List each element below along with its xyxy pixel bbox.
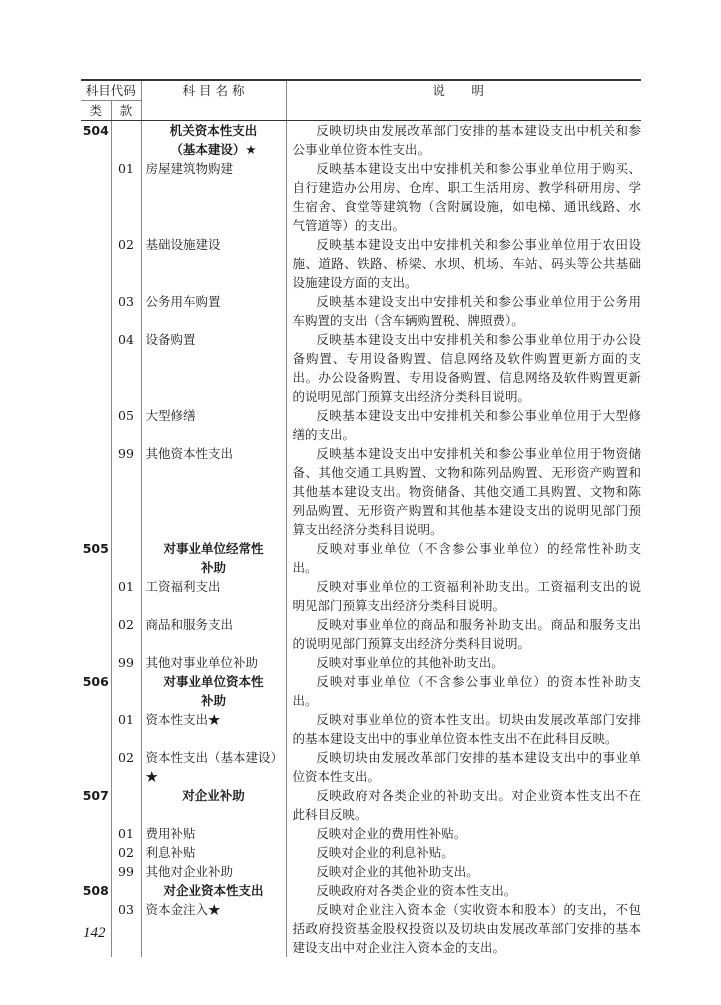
subject-description: 反映政府对各类企业的资本性支出。 bbox=[316, 883, 517, 898]
category-row bbox=[81, 121, 641, 160]
subject-description: 反映对企业的利息补贴。 bbox=[316, 845, 454, 860]
subject-name: 基础设施建设 bbox=[141, 235, 286, 292]
subject-name: 工资福利支出 bbox=[141, 577, 286, 615]
subject-description: 反映基本建设支出中安排机关和参公事业单位用于公务用车购置的支出（含车辆购置税、牌照费）。 bbox=[292, 294, 642, 328]
category-code bbox=[81, 710, 111, 748]
category-code bbox=[81, 406, 111, 444]
category-code bbox=[81, 653, 111, 672]
subject-name: 资本金注入★ bbox=[141, 900, 286, 957]
page-number: 142 bbox=[83, 925, 106, 941]
category-code bbox=[81, 577, 111, 615]
kuan-header: 款 bbox=[111, 101, 141, 121]
subcategory-row bbox=[81, 159, 641, 235]
subject-name: 其他资本性支出 bbox=[141, 444, 286, 539]
subcategory-row bbox=[81, 824, 641, 843]
subject-description: 反映对事业单位的其他补助支出。 bbox=[316, 655, 504, 670]
subject-name: 其他对事业单位补助 bbox=[141, 653, 286, 672]
table-body bbox=[81, 121, 641, 958]
subject-description: 反映切块由发展改革部门安排的基本建设支出中机关和参公事业单位资本性支出。 bbox=[292, 123, 642, 157]
subject-name: 商品和服务支出 bbox=[141, 615, 286, 653]
category-code bbox=[81, 159, 111, 235]
item-code: 01 bbox=[111, 577, 141, 615]
category-code bbox=[81, 862, 111, 881]
subject-name: 对企业资本性支出 bbox=[141, 881, 286, 900]
item-code: 99 bbox=[111, 653, 141, 672]
item-code bbox=[111, 121, 141, 160]
code-header: 科目代码 bbox=[81, 80, 141, 101]
subject-description: 反映对事业单位（不含参公事业单位）的资本性补助支出。 bbox=[292, 674, 642, 708]
subject-description: 反映基本建设支出中安排机关和参公事业单位用于农田设施、道路、铁路、桥梁、水坝、机场、车站、码头等公共基础设施建设方面的支出。 bbox=[292, 237, 642, 290]
item-code: 01 bbox=[111, 159, 141, 235]
subject-description: 反映基本建设支出中安排机关和参公事业单位用于物资储备、其他交通工具购置、文物和陈列品购置、无形资产购置和其他基本建设支出。物资储备、其他交通工具购置、文物和陈列品购置、无形资产购置和其他基本建设支出的说明见部门预算支出经济分类科目说明。 bbox=[292, 446, 642, 537]
subject-name: 大型修缮 bbox=[141, 406, 286, 444]
item-code: 02 bbox=[111, 748, 141, 786]
subject-name: 公务用车购置 bbox=[141, 292, 286, 330]
subject-description: 反映对企业注入资本金（实收资本和股本）的支出，不包括政府投资基金股权投资以及切块由发展改革部门安排的基本建设支出中对企业注入资本金的支出。 bbox=[292, 902, 642, 955]
subject-name: 房屋建筑物购建 bbox=[141, 159, 286, 235]
subject-description: 反映对企业的其他补助支出。 bbox=[316, 864, 479, 879]
category-code bbox=[81, 843, 111, 862]
subcategory-row bbox=[81, 615, 641, 653]
item-code: 03 bbox=[111, 292, 141, 330]
subcategory-row bbox=[81, 406, 641, 444]
category-code: 505 bbox=[81, 539, 111, 577]
subject-code-table bbox=[81, 79, 641, 957]
item-code: 02 bbox=[111, 235, 141, 292]
subject-description: 反映切块由发展改革部门安排的基本建设支出中的事业单位资本性支出。 bbox=[292, 750, 642, 784]
subcategory-row bbox=[81, 862, 641, 881]
item-code: 01 bbox=[111, 710, 141, 748]
subject-description: 反映对企业的费用性补贴。 bbox=[316, 826, 467, 841]
item-code: 02 bbox=[111, 843, 141, 862]
category-code: 507 bbox=[81, 786, 111, 824]
category-code bbox=[81, 444, 111, 539]
category-row bbox=[81, 539, 641, 577]
subject-name: 对事业单位资本性补助 bbox=[141, 672, 286, 710]
subject-name: 对企业补助 bbox=[141, 786, 286, 824]
subcategory-row bbox=[81, 843, 641, 862]
item-code: 01 bbox=[111, 824, 141, 843]
subcategory-row bbox=[81, 748, 641, 786]
category-row bbox=[81, 881, 641, 900]
desc-header-text: 说 明 bbox=[432, 83, 496, 98]
subject-name: 对事业单位经常性补助 bbox=[141, 539, 286, 577]
category-code bbox=[81, 292, 111, 330]
subcategory-row bbox=[81, 330, 641, 406]
subject-description: 反映基本建设支出中安排机关和参公事业单位用于大型修缮的支出。 bbox=[292, 408, 642, 442]
item-code bbox=[111, 786, 141, 824]
subject-name: 资本性支出★ bbox=[141, 710, 286, 748]
item-code: 99 bbox=[111, 444, 141, 539]
category-code: 504 bbox=[81, 121, 111, 160]
subcategory-row bbox=[81, 444, 641, 539]
subject-name: 其他对企业补助 bbox=[141, 862, 286, 881]
subject-name: 机关资本性支出（基本建设）★ bbox=[141, 121, 286, 160]
subject-name: 利息补贴 bbox=[141, 843, 286, 862]
category-row bbox=[81, 786, 641, 824]
category-code bbox=[81, 330, 111, 406]
name-header: 科 目 名 称 bbox=[141, 80, 286, 121]
item-code bbox=[111, 881, 141, 900]
item-code: 05 bbox=[111, 406, 141, 444]
subject-description: 反映对事业单位的资本性支出。切块由发展改革部门安排的基本建设支出中的事业单位资本性支出不在此科目反映。 bbox=[292, 712, 642, 746]
category-row bbox=[81, 672, 641, 710]
subcategory-row bbox=[81, 292, 641, 330]
subject-description: 反映对事业单位的工资福利补助支出。工资福利支出的说明见部门预算支出经济分类科目说明。 bbox=[292, 579, 642, 613]
category-code bbox=[81, 748, 111, 786]
category-code: 506 bbox=[81, 672, 111, 710]
category-code bbox=[81, 615, 111, 653]
category-code bbox=[81, 824, 111, 843]
item-code bbox=[111, 539, 141, 577]
subject-description: 反映对事业单位（不含参公事业单位）的经常性补助支出。 bbox=[292, 541, 642, 575]
subcategory-row bbox=[81, 900, 641, 957]
subject-name: 设备购置 bbox=[141, 330, 286, 406]
item-code bbox=[111, 672, 141, 710]
subject-description: 反映对事业单位的商品和服务补助支出。商品和服务支出的说明见部门预算支出经济分类科目说明。 bbox=[292, 617, 642, 651]
category-code: 508 bbox=[81, 881, 111, 900]
subject-name: 费用补贴 bbox=[141, 824, 286, 843]
table-header bbox=[81, 80, 641, 121]
subcategory-row bbox=[81, 653, 641, 672]
item-code: 02 bbox=[111, 615, 141, 653]
lei-header: 类 bbox=[81, 101, 111, 121]
subject-name: 资本性支出（基本建设）★ bbox=[141, 748, 286, 786]
subject-description: 反映基本建设支出中安排机关和参公事业单位用于办公设备购置、专用设备购置、信息网络及软件购置更新方面的支出。办公设备购置、专用设备购置、信息网络及软件购置更新的说明见部门预算支出经济分类科目说明。 bbox=[292, 332, 642, 404]
subcategory-row bbox=[81, 710, 641, 748]
item-code: 04 bbox=[111, 330, 141, 406]
subcategory-row bbox=[81, 577, 641, 615]
subcategory-row bbox=[81, 235, 641, 292]
subject-description: 反映政府对各类企业的补助支出。对企业资本性支出不在此科目反映。 bbox=[292, 788, 642, 822]
desc-header bbox=[286, 80, 641, 121]
subject-description: 反映基本建设支出中安排机关和参公事业单位用于购买、自行建造办公用房、仓库、职工生活用房、教学科研用房、学生宿舍、食堂等建筑物（含附属设施，如电梯、通讯线路、水气管道等）的支出。 bbox=[292, 161, 642, 233]
category-code bbox=[81, 235, 111, 292]
item-code: 03 bbox=[111, 900, 141, 957]
item-code: 99 bbox=[111, 862, 141, 881]
